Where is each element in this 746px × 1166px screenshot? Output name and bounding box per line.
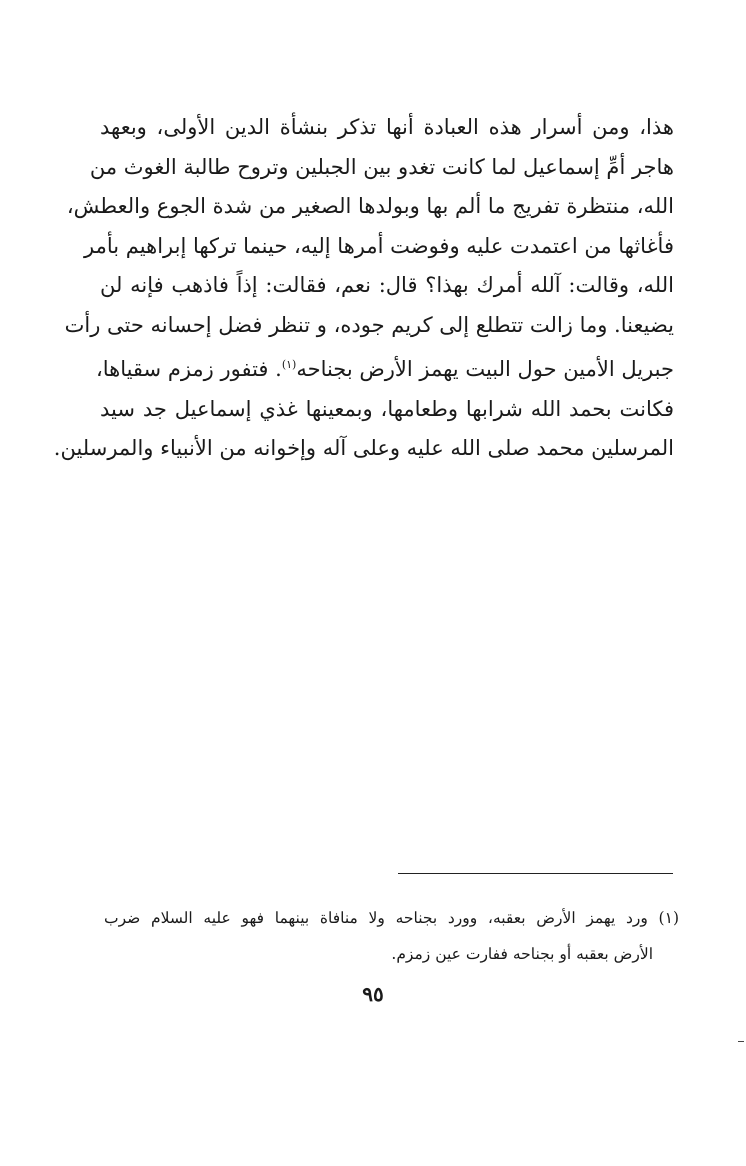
paragraph-line: يضيعنا. وما زالت تتطلع إلى كريم جوده، و تنظر فضل إحسانه حتى رأت bbox=[64, 312, 674, 337]
footnote-divider bbox=[398, 873, 673, 874]
page-number: ٩٥ bbox=[362, 982, 384, 1006]
paragraph-line-part: جبريل الأمين حول البيت يهمز الأرض بجناحه bbox=[296, 357, 674, 381]
paragraph-line: الله، منتظرة تفريج ما ألم بها وبولدها الصغير من شدة الجوع والعطش، bbox=[66, 194, 674, 218]
paragraph-line: الله، وقالت: آلله أمرك بهذا؟ قال: نعم، فقالت: إذاً فاذهب فإنه لن bbox=[100, 273, 674, 297]
footnote bbox=[104, 900, 679, 972]
footnote-line: (١) ورد يهمز الأرض بعقبه، وورد بجناحه ولا منافاة بينهما فهو عليه السلام ضرب bbox=[104, 909, 679, 927]
edge-mark bbox=[738, 1041, 744, 1042]
footnote-line: الأرض بعقبه أو بجناحه ففارت عين زمزم. bbox=[391, 945, 653, 963]
paragraph-line-part: . فتفور زمزم سقياها، bbox=[95, 357, 282, 381]
paragraph-line: هذا، ومن أسرار هذه العبادة أنها تذكر بنشأة الدين الأولى، وبعهد bbox=[100, 115, 674, 139]
paragraph-line: فأغاثها من اعتمدت عليه وفوضت أمرها إليه، حينما تركها إبراهيم بأمر bbox=[84, 233, 674, 258]
paragraph-line-with-footnote bbox=[95, 345, 674, 390]
paragraph-line: فكانت بحمد الله شرابها وطعامها، وبمعينها غذي إسماعيل جد سيد bbox=[100, 396, 674, 421]
main-paragraph bbox=[53, 108, 674, 469]
paragraph-line: هاجر أمِّ إسماعيل لما كانت تغدو بين الجبلين وتروح طالبة الغوث من bbox=[89, 154, 674, 179]
footnote-reference: (١) bbox=[281, 358, 297, 371]
paragraph-line: المرسلين محمد صلى الله عليه وعلى آله وإخوانه من الأنبياء والمرسلين. bbox=[53, 436, 674, 460]
